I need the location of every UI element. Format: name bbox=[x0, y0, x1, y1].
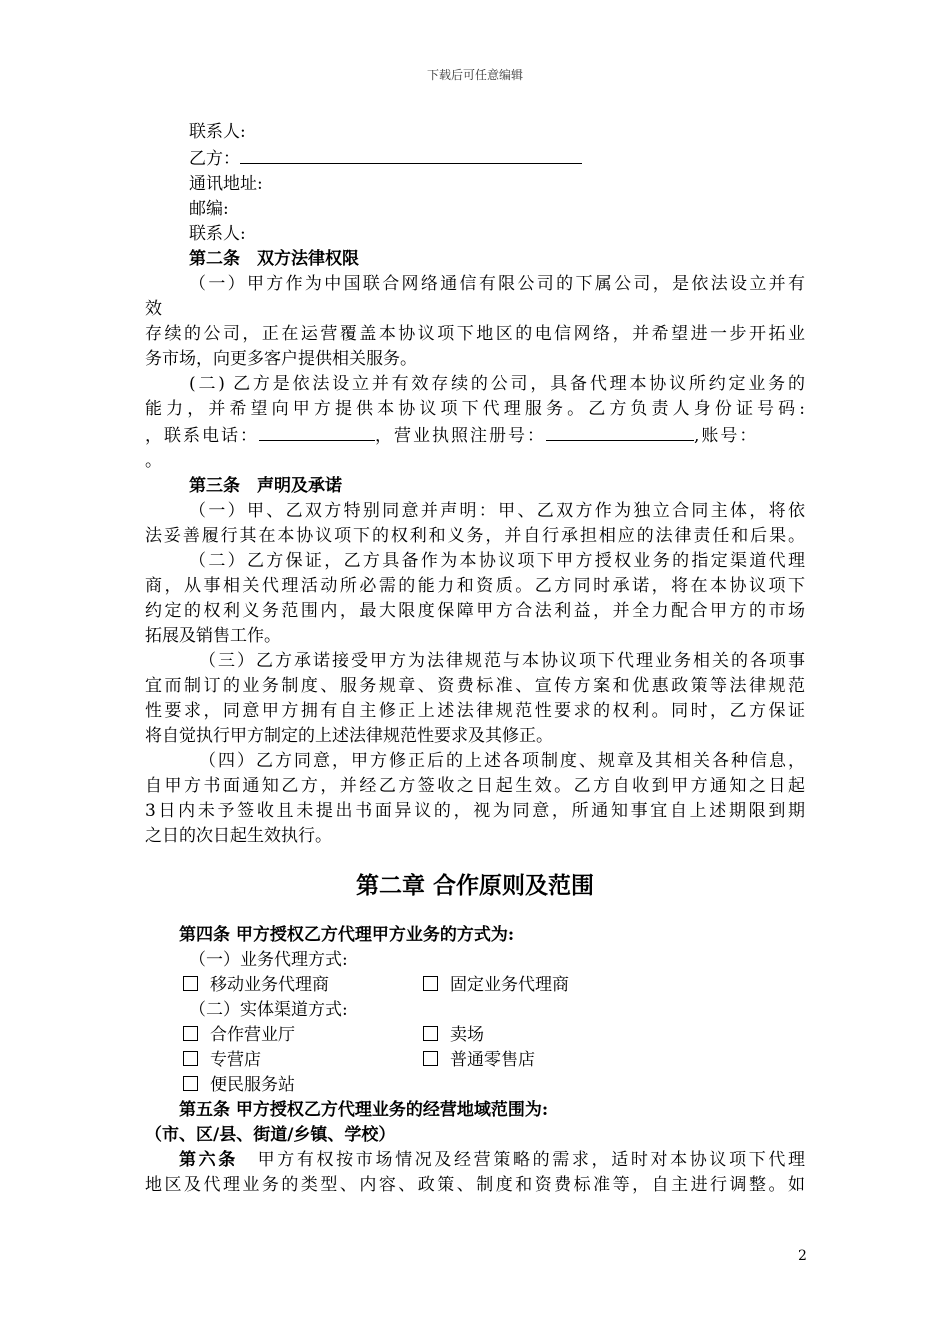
article2-p1-line4: 务市场，向更多客户提供相关服务。 bbox=[145, 349, 417, 369]
article3-p3-line: （三）乙方承诺接受甲方为法律规范与本协议项下代理业务相关的各项事 bbox=[199, 651, 805, 671]
document-body bbox=[145, 120, 805, 1198]
article2-p1-line2: 效 bbox=[145, 299, 162, 319]
article2-p2-line3 bbox=[145, 422, 805, 449]
option-label: 卖场 bbox=[450, 1025, 484, 1045]
page-header: 下载后可任意编辑 bbox=[426, 68, 523, 82]
party-b-contact: 联系人: bbox=[189, 224, 246, 244]
article3-p2-line: 拓展及销售工作。 bbox=[145, 626, 281, 646]
account-label: ,账号： bbox=[694, 426, 759, 446]
party-b-postcode: 邮编: bbox=[189, 199, 229, 219]
article6-line2: 地区及代理业务的类型、内容、政策、制度和资费标准等，自主进行调整。如 bbox=[145, 1175, 805, 1195]
article2-title: 第二条 双方法律权限 bbox=[189, 249, 359, 269]
article3-p2-line: （二）乙方保证，乙方具备作为本协议项下甲方授权业务的指定渠道代理 bbox=[189, 551, 805, 571]
article6-label: 第六条 bbox=[179, 1150, 238, 1170]
article2-p2-line4: 。 bbox=[145, 451, 162, 471]
channel-options-row3 bbox=[145, 1073, 805, 1098]
option-retail-store[interactable] bbox=[423, 1048, 663, 1073]
option-market[interactable] bbox=[423, 1023, 663, 1048]
license-label: ，营业执照注册号： bbox=[375, 426, 546, 446]
article5-title: 第五条 甲方授权乙方代理业务的经营地域范围为: bbox=[179, 1100, 549, 1120]
party-b-name-label: 乙方： bbox=[189, 149, 240, 169]
checkbox-icon[interactable] bbox=[423, 976, 438, 991]
article4-sub1: （一）业务代理方式: bbox=[189, 950, 348, 970]
option-coop-hall[interactable] bbox=[183, 1023, 423, 1048]
party-a-contact: 联系人: bbox=[189, 122, 246, 142]
checkbox-icon[interactable] bbox=[183, 1026, 198, 1041]
article2-p2-line2: 能力，并希望向甲方提供本协议项下代理服务。乙方负责人身份证号码: bbox=[145, 399, 805, 419]
article2-p2-line1: (二) 乙方是依法设立并有效存续的公司，具备代理本协议所约定业务的 bbox=[189, 374, 805, 394]
article3-p4-line: （四）乙方同意，甲方修正后的上述各项制度、规章及其相关各种信息， bbox=[199, 751, 805, 771]
checkbox-icon[interactable] bbox=[423, 1026, 438, 1041]
party-b-address: 通讯地址: bbox=[189, 174, 263, 194]
article3-p2-line: 商，从事相关代理活动所必需的能力和资质。乙方同时承诺，将在本协议项下 bbox=[145, 576, 805, 596]
party-b-name-line bbox=[145, 145, 805, 172]
checkbox-icon[interactable] bbox=[183, 976, 198, 991]
article3-p4-line: 之日的次日起生效执行。 bbox=[145, 826, 332, 846]
chapter-title: 第二章 合作原则及范围 bbox=[355, 872, 594, 899]
article4-sub2: （二）实体渠道方式: bbox=[189, 1000, 348, 1020]
channel-options-row1 bbox=[145, 1023, 805, 1048]
article3-p1-line: （一）甲、乙双方特别同意并声明：甲、乙双方作为独立合同主体，将依 bbox=[189, 501, 805, 521]
option-exclusive-store[interactable] bbox=[183, 1048, 423, 1073]
option-label: 移动业务代理商 bbox=[210, 975, 329, 995]
option-fixed-agent[interactable] bbox=[423, 973, 663, 998]
article3-title: 第三条 声明及承诺 bbox=[189, 476, 342, 496]
article3-p3-line: 宜而制订的业务制度、服务规章、资费标准、宣传方案和优惠政策等法律规范 bbox=[145, 676, 805, 696]
license-field[interactable] bbox=[546, 422, 694, 441]
article4-title: 第四条 甲方授权乙方代理甲方业务的方式为: bbox=[179, 925, 515, 945]
party-b-name-field[interactable] bbox=[240, 145, 582, 164]
article5-scope: （市、区/县、街道/乡镇、学校） bbox=[145, 1125, 396, 1145]
article3-p4-line: 3日内未予签收且未提出书面异议的，视为同意，所通知事宜自上述期限到期 bbox=[145, 801, 805, 821]
article6-text: 甲方有权按市场情况及经营策略的需求，适时对本协议项下代理 bbox=[237, 1150, 806, 1170]
article6-line1 bbox=[145, 1148, 805, 1173]
article3-p3-line: 将自觉执行甲方制定的上述法律规范性要求及其修正。 bbox=[145, 726, 553, 746]
channel-options-row2 bbox=[145, 1048, 805, 1073]
article3-p1-line: 法妥善履行其在本协议项下的权利和义务，并自行承担相应的法律责任和后果。 bbox=[145, 526, 805, 546]
option-label: 固定业务代理商 bbox=[450, 975, 569, 995]
checkbox-icon[interactable] bbox=[423, 1051, 438, 1066]
article3-p2-line: 约定的权利义务范围内，最大限度保障甲方合法利益，并全力配合甲方的市场 bbox=[145, 601, 805, 621]
article3-p3-line: 性要求，同意甲方拥有自主修正上述法律规范性要求的权利。同时，乙方保证 bbox=[145, 701, 805, 721]
business-agent-options bbox=[145, 973, 805, 998]
phone-field[interactable] bbox=[259, 422, 375, 441]
article2-p1-line3: 存续的公司，正在运营覆盖本协议项下地区的电信网络，并希望进一步开拓业 bbox=[145, 324, 805, 344]
option-label: 普通零售店 bbox=[450, 1050, 535, 1070]
option-label: 专营店 bbox=[210, 1050, 261, 1070]
option-label: 合作营业厅 bbox=[210, 1025, 295, 1045]
option-mobile-agent[interactable] bbox=[183, 973, 423, 998]
article2-p1-line1: （一）甲方作为中国联合网络通信有限公司的下属公司，是依法设立并有 bbox=[189, 274, 805, 294]
page-number: 2 bbox=[798, 1248, 807, 1264]
checkbox-icon[interactable] bbox=[183, 1051, 198, 1066]
option-service-station[interactable] bbox=[183, 1073, 423, 1098]
option-label: 便民服务站 bbox=[210, 1075, 295, 1095]
article3-p4-line: 自甲方书面通知乙方，并经乙方签收之日起生效。乙方自收到甲方通知之日起 bbox=[145, 776, 805, 796]
checkbox-icon[interactable] bbox=[183, 1076, 198, 1091]
phone-label: ，联系电话： bbox=[145, 426, 259, 446]
